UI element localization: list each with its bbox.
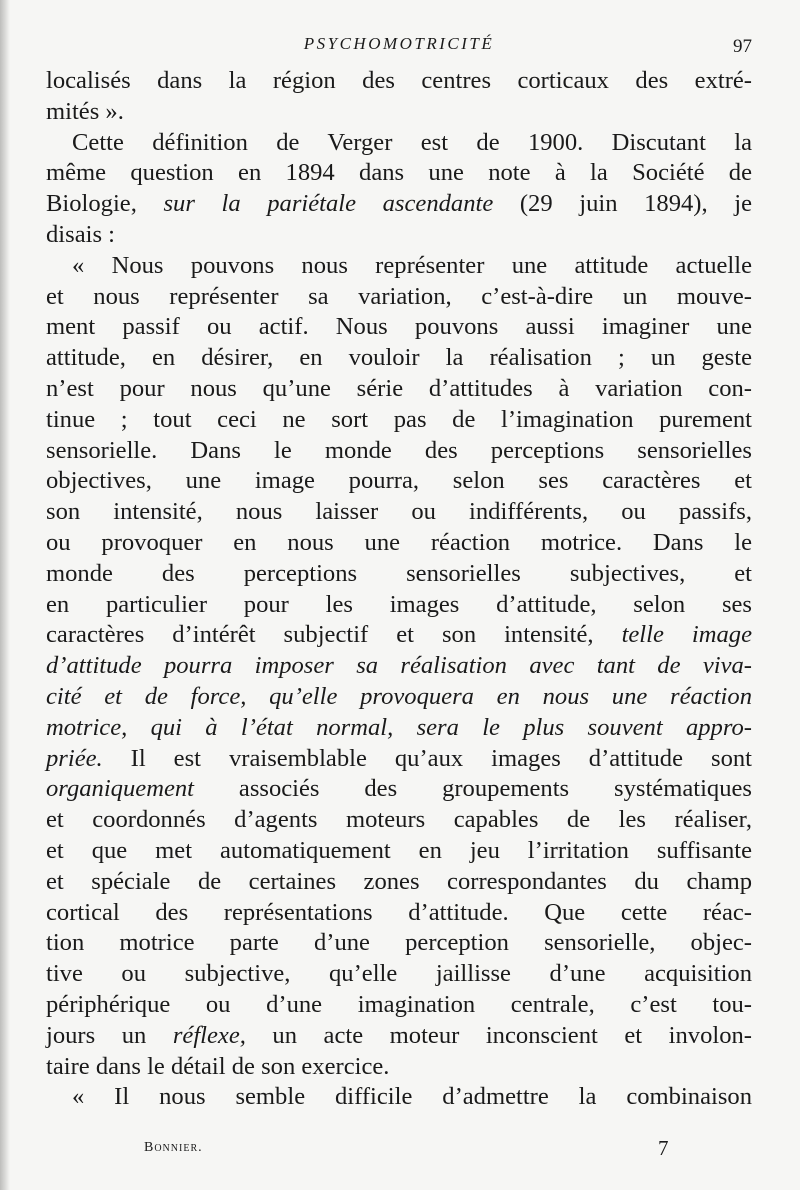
text-segment: Biologie, — [46, 190, 164, 218]
text-segment: et coordonnés d’agents moteurs capables de les réaliser, — [46, 806, 752, 834]
text-line — [46, 744, 752, 775]
text-segment: sensorielle. Dans le monde des perceptions sensorielles — [46, 436, 752, 464]
text-segment: jours un — [46, 1021, 173, 1049]
text-line — [46, 651, 752, 682]
text-line — [46, 867, 752, 898]
text-line — [46, 251, 752, 282]
text-line — [46, 898, 752, 929]
italic-text: organiquement — [46, 775, 194, 803]
text-segment: et spéciale de certaines zones correspondantes du champ — [46, 867, 752, 895]
text-segment: mités ». — [46, 97, 124, 125]
text-line — [46, 836, 752, 867]
text-line — [46, 774, 752, 805]
page-header — [46, 32, 752, 62]
text-segment: « Nous pouvons nous représenter une attitude actuelle — [72, 251, 752, 279]
text-segment: attitude, en désirer, en vouloir la réalisation ; un geste — [46, 344, 752, 372]
text-line — [46, 66, 752, 97]
text-segment: Il est vraisemblable qu’aux images d’attitude sont — [102, 744, 752, 772]
text-line — [46, 220, 752, 251]
text-line — [46, 590, 752, 621]
text-line — [46, 559, 752, 590]
text-segment: « Il nous semble difficile d’admettre la combinaison — [72, 1083, 752, 1111]
signature-mark: Bonnier. — [144, 1140, 203, 1155]
italic-text: motrice, qui à l’état normal, sera le plus souvent appro- — [46, 713, 752, 741]
italic-text: priée. — [46, 744, 103, 772]
body-text — [46, 66, 752, 1113]
text-line — [46, 682, 752, 713]
text-segment: (29 juin 1894), je — [493, 190, 752, 218]
text-segment: et nous représenter sa variation, c’est-à-dire un mouve- — [46, 282, 752, 310]
text-segment: monde des perceptions sensorielles subjectives, et — [46, 559, 752, 587]
text-segment: ou provoquer en nous une réaction motrice. Dans le — [46, 528, 752, 556]
italic-text: d’attitude pourra imposer sa réalisation avec tant de viva- — [46, 652, 752, 680]
running-head: PSYCHOMOTRICITÉ — [303, 34, 495, 53]
text-line — [46, 805, 752, 836]
text-line — [46, 497, 752, 528]
text-line — [46, 620, 752, 651]
text-line — [46, 466, 752, 497]
text-segment: tive ou subjective, qu’elle jaillisse d’une acquisition — [46, 960, 752, 988]
text-line — [46, 528, 752, 559]
text-segment: objectives, une image pourra, selon ses caractères et — [46, 467, 752, 495]
text-line — [46, 405, 752, 436]
text-segment: un acte moteur inconscient et involon- — [245, 1021, 753, 1049]
text-segment: caractères d’intérêt subjectif et son intensité, — [46, 621, 622, 649]
italic-text: sur la pariétale ascendante — [163, 190, 494, 218]
text-line — [46, 128, 752, 159]
text-line — [46, 312, 752, 343]
page-number: 97 — [733, 36, 752, 57]
text-segment: tion motrice parte d’une perception sensorielle, objec- — [46, 929, 752, 957]
text-line — [46, 374, 752, 405]
page-footer — [46, 1136, 752, 1166]
text-segment: ment passif ou actif. Nous pouvons aussi imaginer une — [46, 313, 752, 341]
text-line — [46, 436, 752, 467]
text-segment: même question en 1894 dans une note à la Société de — [46, 159, 752, 187]
text-segment: son intensité, nous laisser ou indifférents, ou passifs, — [46, 498, 752, 526]
italic-text: cité et de force, qu’elle provoquera en nous une réaction — [46, 682, 752, 710]
text-segment: tinue ; tout ceci ne sort pas de l’imagination purement — [46, 405, 752, 433]
text-line — [46, 990, 752, 1021]
text-segment: associés des groupements systématiques — [194, 775, 752, 803]
text-line — [46, 282, 752, 313]
text-segment: cortical des représentations d’attitude. Que cette réac- — [46, 898, 752, 926]
text-line — [46, 1052, 752, 1083]
text-line — [46, 343, 752, 374]
text-line — [46, 189, 752, 220]
text-segment: disais : — [46, 220, 116, 248]
italic-text: réflexe, — [172, 1021, 246, 1049]
text-line — [46, 1082, 752, 1113]
text-line — [46, 158, 752, 189]
text-segment: Cette définition de Verger est de 1900. Discutant la — [72, 128, 752, 156]
text-line — [46, 713, 752, 744]
text-segment: n’est pour nous qu’une série d’attitudes à variation con- — [46, 374, 752, 402]
text-line — [46, 97, 752, 128]
text-segment: périphérique ou d’une imagination centrale, c’est tou- — [46, 990, 752, 1018]
italic-text: telle image — [621, 621, 752, 649]
text-line — [46, 959, 752, 990]
text-line — [46, 1021, 752, 1052]
text-segment: en particulier pour les images d’attitude, selon ses — [46, 590, 752, 618]
signature-number: 7 — [658, 1136, 669, 1160]
text-segment: et que met automatiquement en jeu l’irritation suffisante — [46, 836, 752, 864]
text-line — [46, 928, 752, 959]
text-segment: taire dans le détail de son exercice. — [46, 1052, 390, 1080]
text-segment: localisés dans la région des centres corticaux des extré- — [46, 67, 752, 94]
